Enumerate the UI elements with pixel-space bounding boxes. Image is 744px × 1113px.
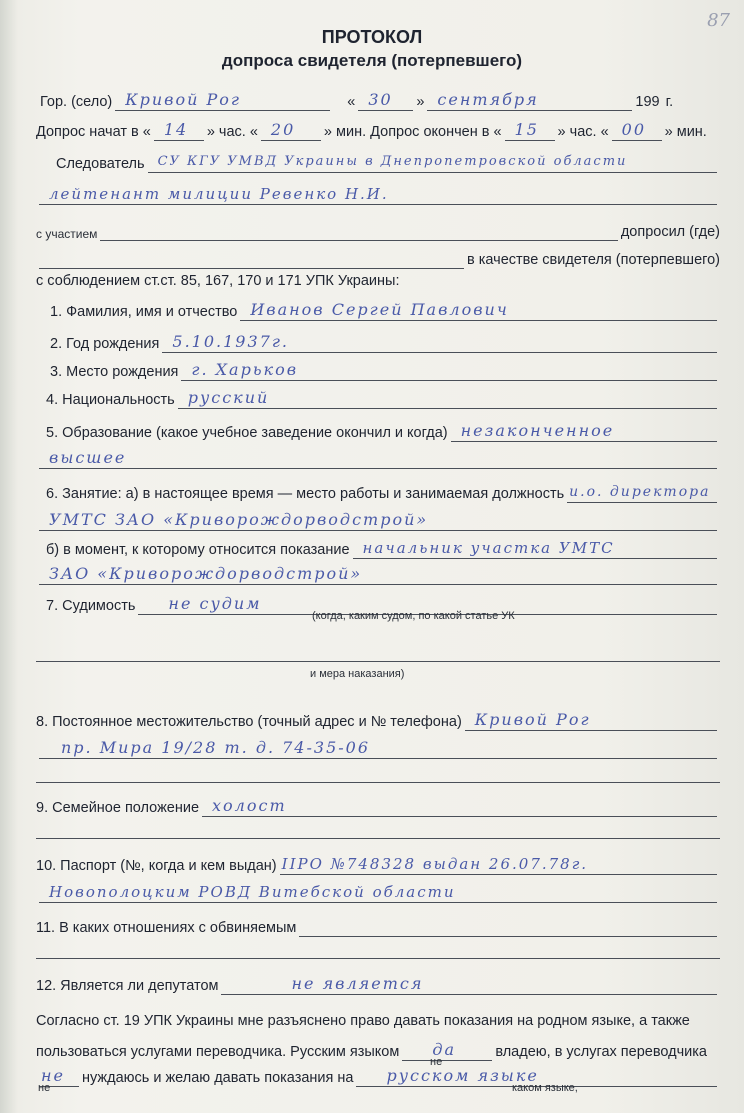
field-6b-row xyxy=(46,540,720,559)
field-4-input[interactable] xyxy=(178,390,717,409)
field-6-value-1: и.о. директора xyxy=(569,484,711,500)
investigator-field-2[interactable] xyxy=(39,186,717,205)
day-open-quote: « xyxy=(347,94,356,110)
language-text-1: Согласно ст. 19 УПК Украины мне разъяснено право давать показания на родном языке, а также xyxy=(36,1013,690,1029)
language-hint-3: не xyxy=(38,1082,51,1094)
field-5-input-2[interactable] xyxy=(39,450,717,469)
field-7-hint-row xyxy=(312,610,515,623)
city-field[interactable] xyxy=(115,92,330,111)
participation-row xyxy=(36,222,720,241)
field-11-label: 11. В каких отношениях с обвиняемым xyxy=(36,920,297,936)
day-value: 30 xyxy=(368,90,393,109)
field-6b-row-2 xyxy=(36,566,720,585)
investigator-value-1: СУ КГУ УМВД Украины в Днепропетровской области xyxy=(157,154,628,169)
hour-label: » час. « xyxy=(206,124,258,140)
field-9-line-2[interactable] xyxy=(36,838,720,839)
field-10-input-2[interactable] xyxy=(39,884,717,903)
end-hour-field[interactable] xyxy=(505,122,555,141)
field-3-value: г. Харьков xyxy=(191,360,299,379)
language-value-2: да xyxy=(432,1040,457,1059)
witness-row xyxy=(36,250,720,269)
min-label-2: » мин. xyxy=(664,124,707,140)
language-row-2 xyxy=(36,1042,720,1061)
investigator-row xyxy=(56,154,720,173)
field-9-row xyxy=(36,798,720,817)
field-8-label: 8. Постоянное местожительство (точный адрес и № телефона) xyxy=(36,714,462,730)
language-text-3a: нуждаюсь и желаю давать показания на xyxy=(82,1070,354,1086)
hour-label-2: » час. « xyxy=(557,124,609,140)
field-11-input[interactable] xyxy=(299,918,717,937)
field-3-input[interactable] xyxy=(181,362,717,381)
end-min-value: 00 xyxy=(621,120,646,139)
participation-label: с участием xyxy=(36,227,98,241)
field-6-input[interactable] xyxy=(567,484,717,503)
month-field[interactable] xyxy=(427,92,632,111)
field-3-label: 3. Место рождения xyxy=(50,364,179,380)
field-6-value-2: УМТС ЗАО «Криворождорводстрой» xyxy=(49,510,429,529)
city-label: Гор. (село) xyxy=(40,94,113,110)
field-7-label: 7. Судимость xyxy=(46,598,136,614)
end-hour-value: 15 xyxy=(514,120,539,139)
month-value: сентября xyxy=(437,90,539,109)
witness-status-label: в качестве свидетеля (потерпевшего) xyxy=(467,252,720,268)
field-5-label: 5. Образование (какое учебное заведение окончил и когда) xyxy=(46,425,448,441)
field-5-value-1: незаконченное xyxy=(460,421,615,440)
language-text-2a: пользоваться услугами переводчика. Русским языком xyxy=(36,1044,400,1060)
field-1-value: Иванов Сергей Павлович xyxy=(250,300,509,319)
language-row-3 xyxy=(36,1068,720,1087)
year-suffix: г. xyxy=(665,94,674,110)
day-close-quote: » xyxy=(416,94,425,110)
language-value-lang: русском языке xyxy=(386,1066,539,1085)
field-10-row-2 xyxy=(36,884,720,903)
field-10-value-1: IIРО №748328 выдан 26.07.78г. xyxy=(281,855,589,873)
day-field[interactable] xyxy=(358,92,413,111)
investigator-field-1[interactable] xyxy=(148,154,717,173)
investigator-value-2: лейтенант милиции Ревенко Н.И. xyxy=(49,185,389,203)
start-min-field[interactable] xyxy=(261,122,321,141)
field-6-label: 6. Занятие: а) в настоящее время — место работы и занимаемая должность xyxy=(46,486,565,502)
participation-field[interactable] xyxy=(100,222,617,241)
field-1-row xyxy=(50,302,720,321)
field-6b-input-2[interactable] xyxy=(39,566,717,585)
field-7-value: не судим xyxy=(168,594,262,613)
field-8-row xyxy=(36,712,720,731)
field-8-value-2: пр. Мира 19/28 т. д. 74-35-06 xyxy=(61,738,371,757)
field-12-row xyxy=(36,976,720,995)
field-8-value-1: Кривой Рог xyxy=(474,710,591,729)
field-5-row-2 xyxy=(36,450,720,469)
field-6b-value-2: ЗАО «Криворождорводстрой» xyxy=(49,564,363,583)
end-min-field[interactable] xyxy=(612,122,662,141)
document-subtitle: допроса свидетеля (потерпевшего) xyxy=(221,51,523,70)
field-2-label: 2. Год рождения xyxy=(50,336,160,352)
language-hint-row-3b xyxy=(512,1082,578,1095)
field-7-hint-row-2 xyxy=(310,668,404,681)
field-2-value: 5.10.1937г. xyxy=(172,332,289,351)
field-10-label: 10. Паспорт (№, когда и кем выдан) xyxy=(36,858,277,874)
field-4-label: 4. Национальность xyxy=(46,392,175,408)
field-12-input[interactable] xyxy=(221,976,717,995)
field-6b-label: б) в момент, к которому относится показание xyxy=(46,542,350,558)
page-number: 87 xyxy=(707,10,730,31)
field-7-hint: (когда, каким судом, по какой статье УК xyxy=(312,610,515,622)
field-5-input[interactable] xyxy=(451,423,717,442)
field-8-input[interactable] xyxy=(465,712,717,731)
start-min-value: 20 xyxy=(270,120,296,139)
compliance-text: с соблюдением ст.ст. 85, 167, 170 и 171 УПК Украины: xyxy=(36,273,400,289)
time-row xyxy=(36,122,720,141)
field-12-label: 12. Является ли депутатом xyxy=(36,978,219,994)
field-5-value-2: высшее xyxy=(49,448,127,467)
field-10-input[interactable] xyxy=(280,856,717,875)
field-11-line-2[interactable] xyxy=(36,958,720,959)
field-3-row xyxy=(50,362,720,381)
field-8-line-3[interactable] xyxy=(36,782,720,783)
field-8-row-2 xyxy=(36,740,720,759)
field-6-row xyxy=(46,484,720,503)
field-1-label: 1. Фамилия, имя и отчество xyxy=(50,304,238,320)
field-9-value: холост xyxy=(212,796,287,815)
field-6b-value-1: начальник участка УМТС xyxy=(362,539,615,557)
field-12-value: не является xyxy=(291,974,424,993)
language-hint-3b: каком языке, xyxy=(512,1082,578,1094)
field-8-input-2[interactable] xyxy=(39,740,717,759)
field-11-row xyxy=(36,918,720,937)
start-hour-field[interactable] xyxy=(154,122,204,141)
language-row-1 xyxy=(36,1012,720,1030)
field-6b-input[interactable] xyxy=(353,540,717,559)
year-prefix: 199 xyxy=(635,94,660,110)
field-10-row xyxy=(36,856,720,875)
investigator-row-2 xyxy=(36,186,720,205)
investigator-label: Следователь xyxy=(56,156,145,172)
questioned-where-label: допросил (где) xyxy=(620,224,720,240)
field-2-row xyxy=(50,334,720,353)
field-10-value-2: Новополоцким РОВД Витебской области xyxy=(49,883,456,901)
field-4-value: русский xyxy=(187,388,270,407)
city-value: Кривой Рог xyxy=(125,90,241,109)
document-title: ПРОТОКОЛ xyxy=(321,27,423,47)
start-label: Допрос начат в « xyxy=(36,124,151,140)
field-7-line-2[interactable] xyxy=(36,661,720,662)
field-9-input[interactable] xyxy=(202,798,717,817)
compliance-row xyxy=(36,272,720,290)
start-hour-value: 14 xyxy=(163,120,189,139)
witness-field[interactable] xyxy=(39,250,464,269)
place-date-row xyxy=(40,92,720,111)
language-value-3: не xyxy=(41,1066,66,1085)
field-1-input[interactable] xyxy=(240,302,717,321)
language-text-2b: владею, в услугах переводчика xyxy=(495,1044,707,1060)
min-label: » мин. Допрос окончен в « xyxy=(323,124,502,140)
language-field-2[interactable] xyxy=(402,1042,492,1061)
language-hint-row-3 xyxy=(38,1082,50,1095)
field-7-hint-2: и мера наказания) xyxy=(310,668,405,680)
field-2-input[interactable] xyxy=(162,334,717,353)
field-6-row-2 xyxy=(36,512,720,531)
field-5-row xyxy=(46,423,720,442)
language-hint-2: не xyxy=(430,1056,443,1068)
field-9-label: 9. Семейное положение xyxy=(36,800,200,816)
field-4-row xyxy=(46,390,720,409)
field-6-input-2[interactable] xyxy=(39,512,717,531)
